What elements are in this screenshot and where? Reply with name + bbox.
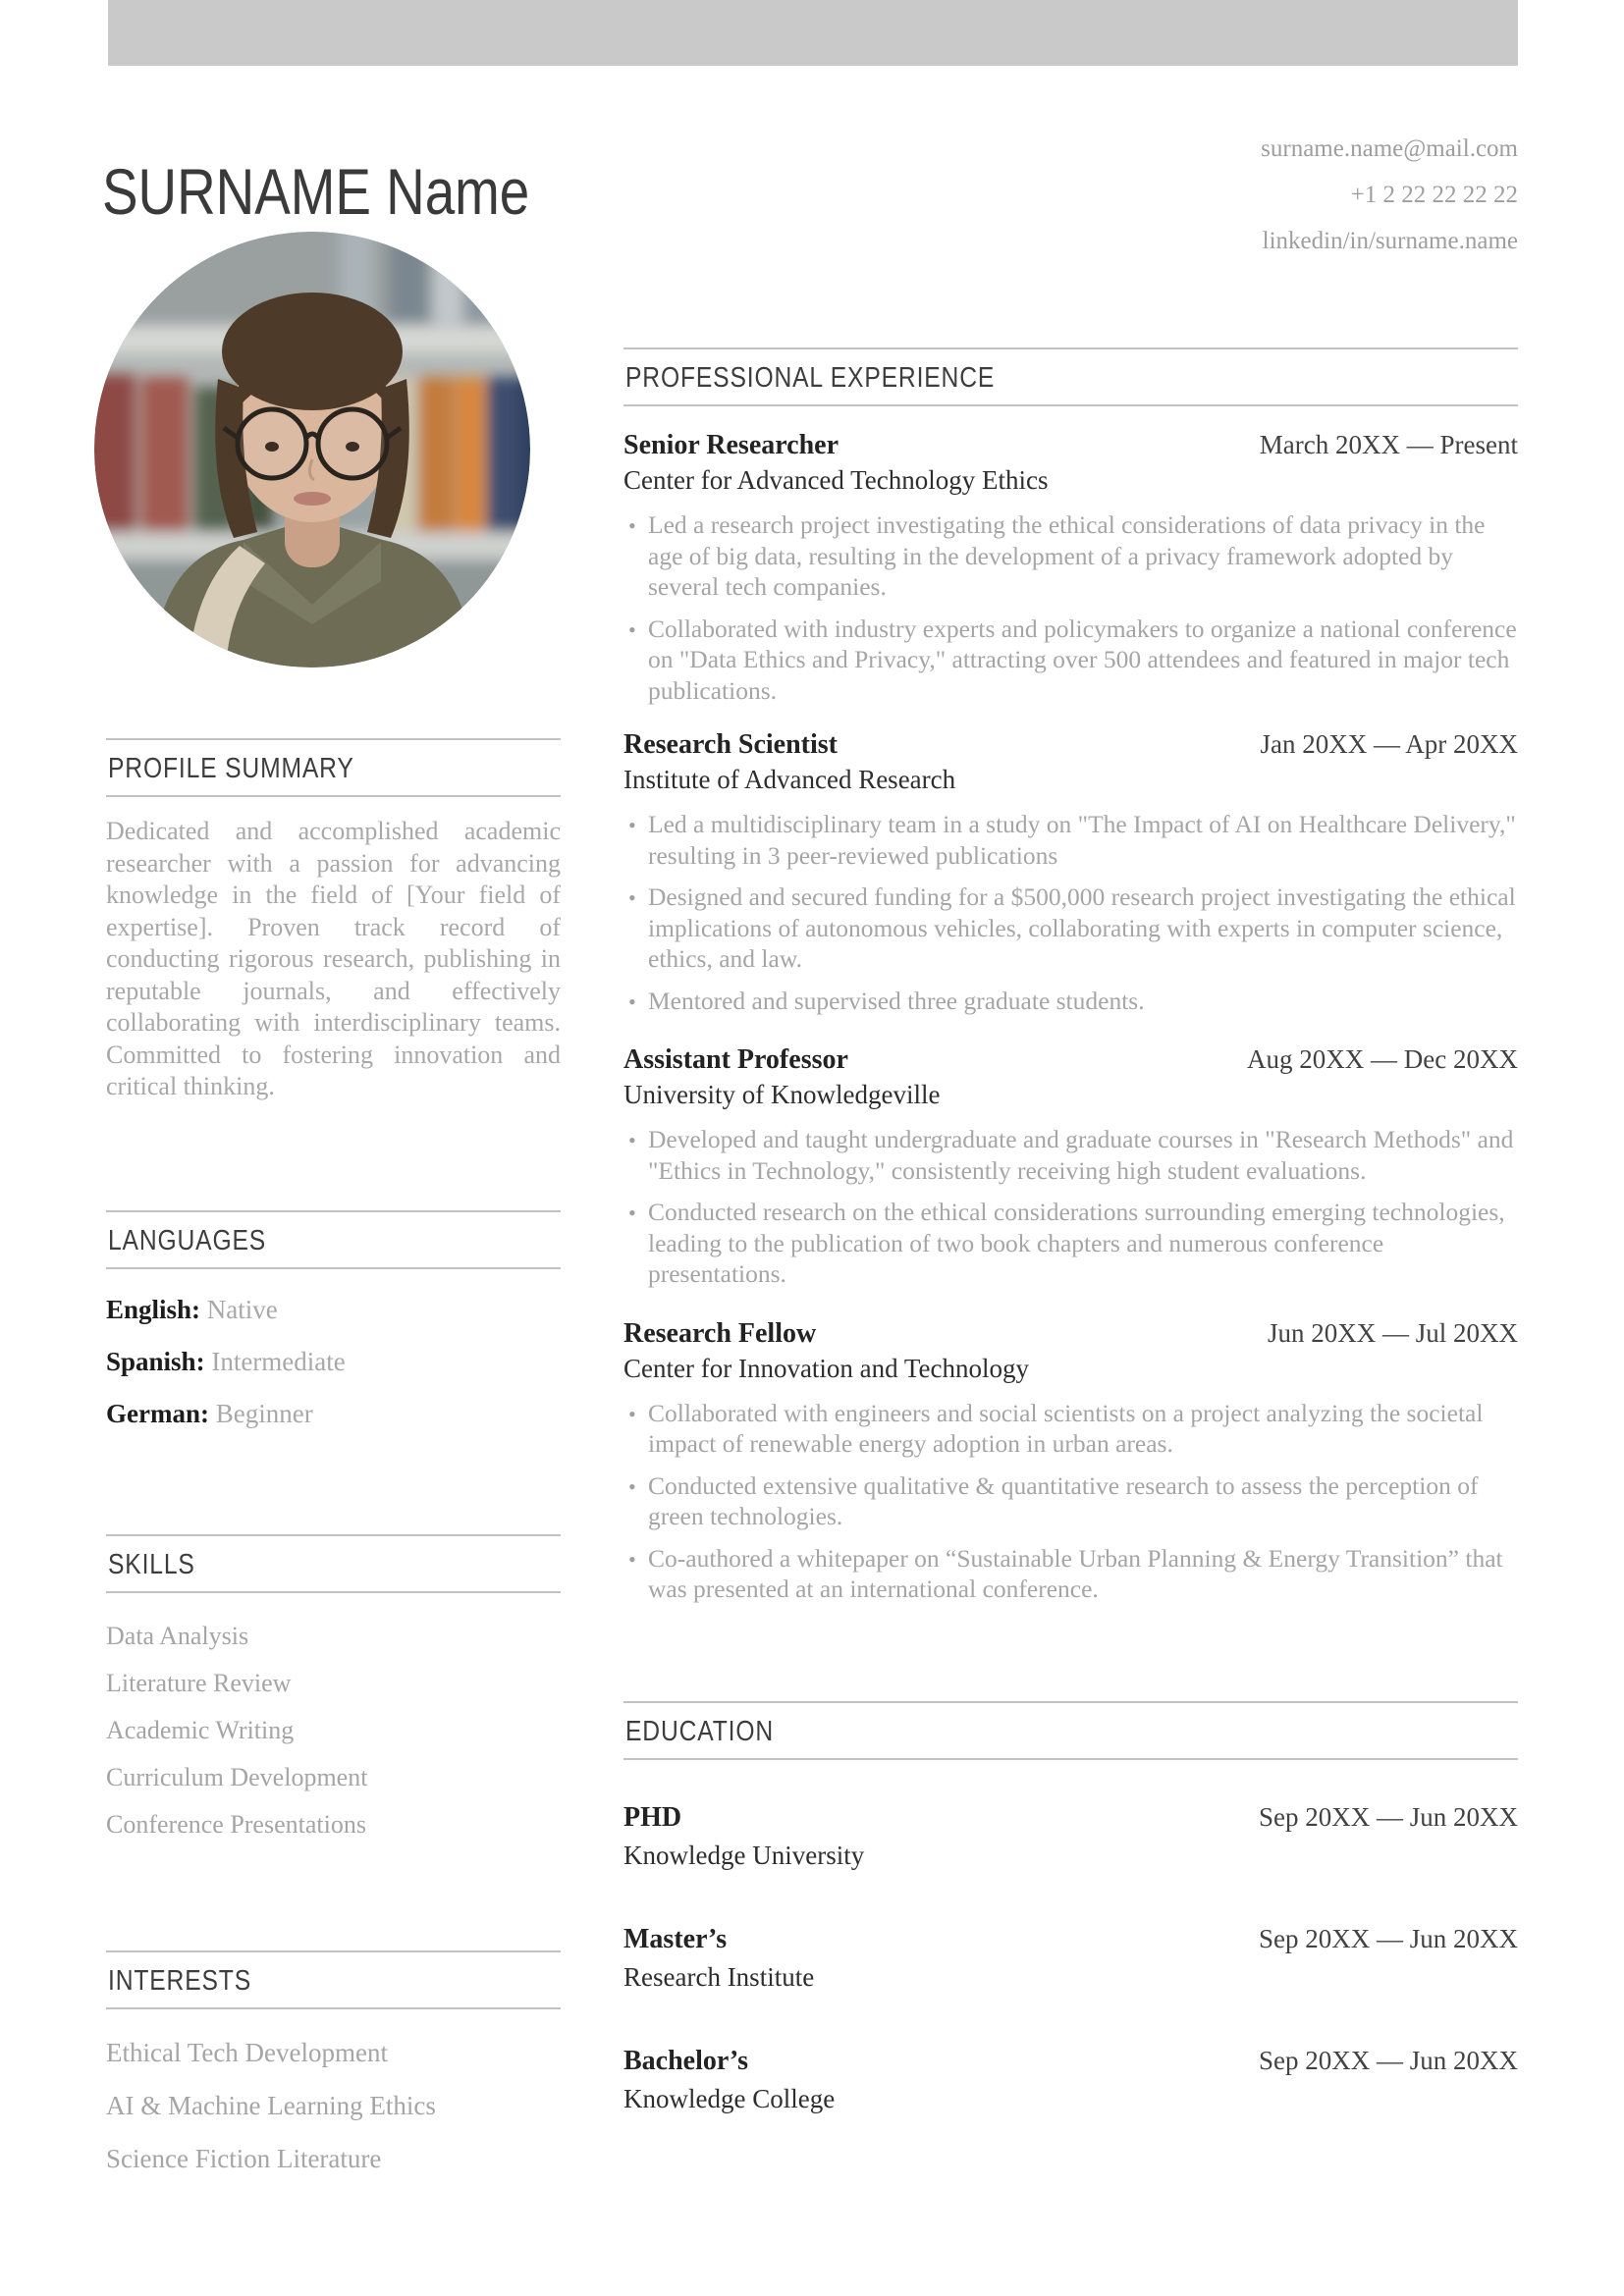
section-header — [623, 347, 1518, 406]
education-school: Knowledge College — [623, 2084, 836, 2113]
interest-item: AI & Machine Learning Ethics — [106, 2091, 436, 2120]
education-dates: Sep 20XX — Jun 20XX — [1258, 1924, 1518, 1953]
language-level: Native — [206, 1295, 278, 1324]
profile-summary-section — [106, 738, 561, 1129]
skills-section — [106, 1534, 561, 1859]
contact-block — [1261, 126, 1518, 264]
top-accent-bar — [108, 0, 1518, 66]
job-company: Institute of Advanced Research — [623, 765, 956, 794]
interest-item: Science Fiction Literature — [106, 2144, 382, 2173]
education-dates: Sep 20XX — Jun 20XX — [1258, 2046, 1518, 2075]
job-entry — [623, 1318, 1518, 1605]
job-dates: Aug 20XX — Dec 20XX — [1247, 1044, 1518, 1074]
job-header — [623, 1044, 1518, 1075]
bullet-item: • Led a research project investigating the ethical considerations of data privacy in the age of big data, resulting in the development of a privacy framework adopted by several tech companies. — [623, 509, 1518, 603]
interests-title: INTERESTS — [108, 1965, 251, 1997]
job-entry — [623, 1044, 1518, 1290]
language-level: Beginner — [215, 1399, 313, 1428]
skill-item: Literature Review — [106, 1669, 292, 1697]
bullet-item: • Led a multidisciplinary team in a study on "The Impact of AI on Healthcare Delivery," resulting in 3 peer-reviewed publications — [623, 809, 1518, 871]
education-degree: Master’s — [623, 1924, 728, 1954]
section-header — [106, 1210, 561, 1269]
job-entry — [623, 430, 1518, 706]
education-header — [623, 2046, 1518, 2076]
bullet-item: • Co-authored a whitepaper on “Sustainable Urban Planning & Energy Transition” that was presented at an international conference. — [623, 1543, 1518, 1605]
language-level: Intermediate — [211, 1347, 346, 1376]
language-row — [106, 1401, 561, 1427]
bullet-item: • Collaborated with engineers and social scientists on a project analyzing the societal impact of renewable energy adoption in urban areas. — [623, 1398, 1518, 1460]
profile-summary-title: PROFILE SUMMARY — [108, 753, 354, 784]
skills-title: SKILLS — [108, 1549, 195, 1580]
job-company: University of Knowledgeville — [623, 1080, 941, 1109]
job-header — [623, 729, 1518, 760]
job-dates: March 20XX — Present — [1259, 430, 1518, 459]
languages-section — [106, 1210, 561, 1453]
education-entry — [623, 1924, 1518, 1992]
education-school: Knowledge University — [623, 1841, 865, 1870]
bullet-item: • Mentored and supervised three graduate students. — [623, 986, 1518, 1017]
contact-email[interactable]: surname.name@mail.com — [1261, 135, 1518, 162]
education-header — [623, 1802, 1518, 1833]
job-bullets — [623, 1124, 1518, 1290]
languages-title: LANGUAGES — [108, 1225, 267, 1256]
language-row — [106, 1297, 561, 1323]
interest-item: Ethical Tech Development — [106, 2038, 389, 2067]
language-row — [106, 1349, 561, 1375]
language-name: Spanish: — [106, 1347, 205, 1376]
education-school: Research Institute — [623, 1962, 815, 1992]
experience-title: PROFESSIONAL EXPERIENCE — [625, 362, 996, 394]
person-name: SURNAME Name — [102, 155, 530, 229]
job-bullets — [623, 509, 1518, 706]
job-bullets — [623, 809, 1518, 1016]
page-title — [102, 155, 617, 229]
education-entry — [623, 1802, 1518, 1870]
profile-photo — [94, 232, 530, 667]
bullet-item: • Designed and secured funding for a $500,000 research project investigating the ethical implications of autonomous vehicles, collaborating with experts in computer science, ethics, and law. — [623, 881, 1518, 975]
section-header — [106, 1534, 561, 1593]
education-header — [623, 1924, 1518, 1954]
education-section — [623, 1701, 1518, 2167]
job-company: Center for Advanced Technology Ethics — [623, 465, 1049, 495]
education-dates: Sep 20XX — Jun 20XX — [1258, 1802, 1518, 1832]
skill-item: Academic Writing — [106, 1716, 295, 1744]
job-dates: Jun 20XX — Jul 20XX — [1267, 1317, 1518, 1348]
bullet-item: • Conducted extensive qualitative & quantitative research to assess the perception of green technologies. — [623, 1470, 1518, 1532]
section-header — [106, 1950, 561, 2009]
education-degree: PHD — [623, 1802, 682, 1833]
job-role: Assistant Professor — [623, 1044, 848, 1075]
interests-list — [106, 2040, 561, 2172]
bullet-item: • Collaborated with industry experts and policymakers to organize a national conference on "Data Ethics and Privacy," attracting over 500 attendees and featured in major tech publications. — [623, 614, 1518, 707]
interests-section — [106, 1950, 561, 2199]
language-name: English: — [106, 1295, 201, 1324]
job-header — [623, 430, 1518, 460]
education-title: EDUCATION — [625, 1716, 774, 1747]
skill-item: Data Analysis — [106, 1622, 249, 1650]
experience-section — [623, 347, 1518, 1616]
job-role: Research Scientist — [623, 729, 838, 760]
contact-phone[interactable]: +1 2 22 22 22 22 — [1350, 182, 1518, 208]
job-company: Center for Innovation and Technology — [623, 1353, 1030, 1383]
section-header — [106, 738, 561, 797]
profile-summary-text: Dedicated and accomplished academic researcher with a passion for advancing knowledge in the field of [Your field of expertise]. Proven track record of conducting rigorous research, publishing in reputable journals, and effectively collaborating with interdisciplinary teams. Committed to fostering innovation and critical thinking. — [106, 817, 561, 1100]
skill-item: Conference Presentations — [106, 1810, 366, 1839]
job-role: Research Fellow — [623, 1317, 817, 1349]
education-entry — [623, 2046, 1518, 2113]
section-header — [623, 1701, 1518, 1760]
bullet-item: • Developed and taught undergraduate and graduate courses in "Research Methods" and "Ethics in Technology," consistently receiving high student evaluations. — [623, 1124, 1518, 1186]
job-entry — [623, 729, 1518, 1016]
bullet-item: • Conducted research on the ethical considerations surrounding emerging technologies, leading to the publication of two book chapters and numerous conference presentations. — [623, 1197, 1518, 1290]
portrait-illustration — [94, 232, 530, 667]
job-role: Senior Researcher — [623, 430, 839, 460]
skill-item: Curriculum Development — [106, 1763, 368, 1791]
skills-list — [106, 1624, 561, 1838]
education-degree: Bachelor’s — [623, 2046, 748, 2076]
job-dates: Jan 20XX — Apr 20XX — [1260, 729, 1518, 759]
languages-list — [106, 1297, 561, 1427]
job-bullets — [623, 1398, 1518, 1605]
job-header — [623, 1318, 1518, 1349]
language-name: German: — [106, 1399, 209, 1428]
contact-linkedin[interactable]: linkedin/in/surname.name — [1262, 228, 1518, 254]
